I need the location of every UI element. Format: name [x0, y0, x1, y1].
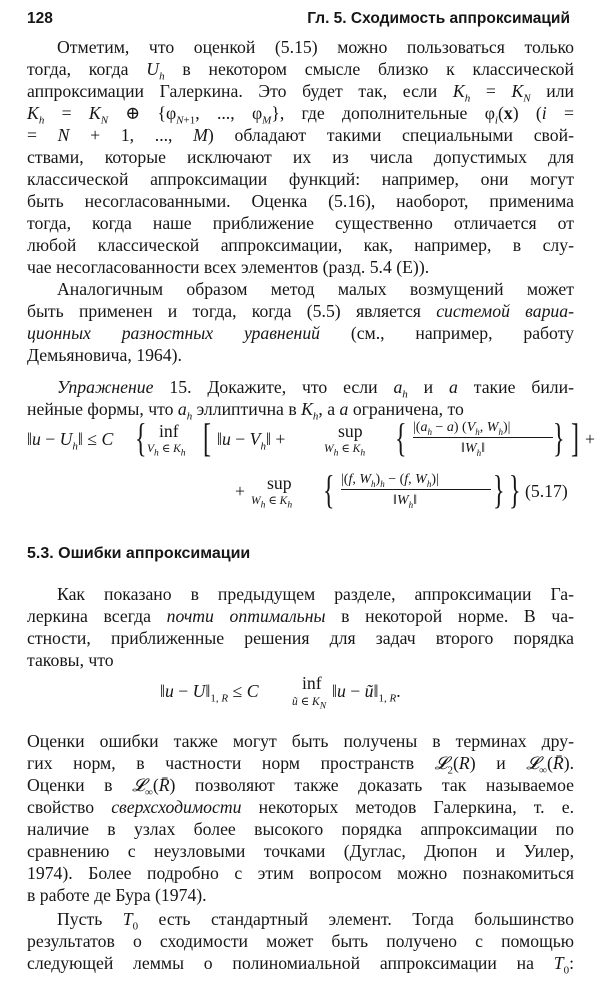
section-heading [27, 545, 250, 563]
paragraph-line: в работе де Бура (1974). [27, 885, 207, 905]
paragraph-line: тогда, когда наше приближение существенно отличается от [27, 213, 574, 233]
paragraph-line: быть применен и тогда, когда (5.5) является системой вариа- [27, 301, 574, 321]
paragraph-line: свойство сверхсходимости некоторых методов Галеркина, т. е. [27, 797, 574, 817]
equation-5-17-row2: + sup $W_h$ ∈ $K_h$ { |(f, $W_h)_h - (f$, $W_h)|$ $‖W_h‖$ } } (5.17) [235, 467, 568, 512]
paragraph-line: 1974). Более подробно с этим вопросом можно познакомиться [27, 863, 574, 883]
paragraph-line: Оценки в 𝓛$_\infty$(R̄) позволяют также доказать так называемое [27, 775, 574, 799]
paragraph-line: следующей леммы о полиномиальной аппроксимации на $T_0$: [27, 953, 574, 977]
paragraph-line: стности, приближенные решения для задач второго порядка [27, 628, 574, 648]
paragraph-line: быть несогласованными. Оценка (5.16), наоборот, применима [27, 191, 574, 211]
paragraph-line: таковы, что [27, 650, 114, 670]
paragraph-line: Оценки ошибки также могут быть получены в терминах дру- [27, 731, 574, 751]
paragraph-line: чае несогласованности всех элементов (разд. 5.4 (E)). [27, 257, 430, 277]
section-title: Ошибки аппроксимации [58, 545, 251, 562]
paragraph-line: ствами, которые исключают их из числа допустимых для [27, 147, 574, 167]
running-header: Гл. 5. Сходимость аппроксимаций [307, 10, 570, 27]
paragraph-line: ционных разностных уравнений (см., например, работу [27, 323, 574, 343]
exercise-line: Упражнение 15. Докажите, что если $a_h$ и a такие били- [57, 377, 574, 401]
section-number: 5.3. [27, 545, 54, 562]
paragraph-line: гих норм, в частности норм пространств 𝓛$_2$(R) и 𝓛$_\infty$(R̄). [27, 753, 574, 777]
equation-label: (5.17) [525, 481, 568, 501]
paragraph-line: $K_h = K_N$ ⊕ {$\varphi_{N+1}$, ..., $\varphi_M$}, где дополнительные $\varphi_i(x) (i$ = [27, 103, 574, 127]
exercise-line: нейные формы, что $a_h$ эллиптична в $K_h$, а a ограничена, то [27, 399, 464, 423]
paragraph-line: сравнению с неузловыми точками (Дуглас, Дюпон и Уилер, [27, 841, 574, 861]
paragraph-line: Пусть $T_0$ есть стандартный элемент. Тогда большинство [57, 909, 574, 933]
paragraph-line: Аналогичным образом метод малых возмущений может [57, 279, 574, 299]
paragraph-line: любой классической аппроксимации, как, например, в слу- [27, 235, 574, 255]
paragraph-line: наличие в узлах более высокого порядка аппроксимации по [27, 819, 574, 839]
paragraph-line: тогда, когда $U_h$ в некотором смысле близко к классической [27, 59, 574, 83]
paragraph-line: Как показано в предыдущем разделе, аппроксимации Га- [57, 584, 574, 604]
paragraph-line: = N + 1, ..., M) обладают такими специальными свой- [27, 125, 574, 145]
paragraph-line: леркина всегда почти оптимальны в некоторой норме. В ча- [27, 606, 574, 626]
equation-5-17-row1: ‖u − $U_h‖ \le C$ { inf $V_h$ ∈ $K_h$ [ ‖u − $V_h‖$ + sup $W_h$ ∈ $K_h$ { $|(a_h - a)$ ($V_h$, $W_h)|$ $‖W_h‖$ } ] + [27, 415, 595, 460]
paragraph-line: аппроксимации Галеркина. Это будет так, если $K_h = K_N$ или [27, 81, 575, 105]
paragraph-line: Демьяновича, 1964). [27, 345, 182, 365]
display-equation: ‖u − $U‖_{1, R} \le C$ inf ũ ∈ $K_N$ ‖u − $ũ‖_{1, R}$. [160, 673, 401, 712]
paragraph-line: Отметим, что оценкой (5.15) можно пользоваться только [57, 37, 574, 57]
paragraph-line: результатов о сходимости может быть получено с помощью [27, 931, 574, 951]
page-number: 128 [27, 10, 53, 27]
paragraph-line: классической аппроксимации функций: например, они могут [27, 169, 574, 189]
